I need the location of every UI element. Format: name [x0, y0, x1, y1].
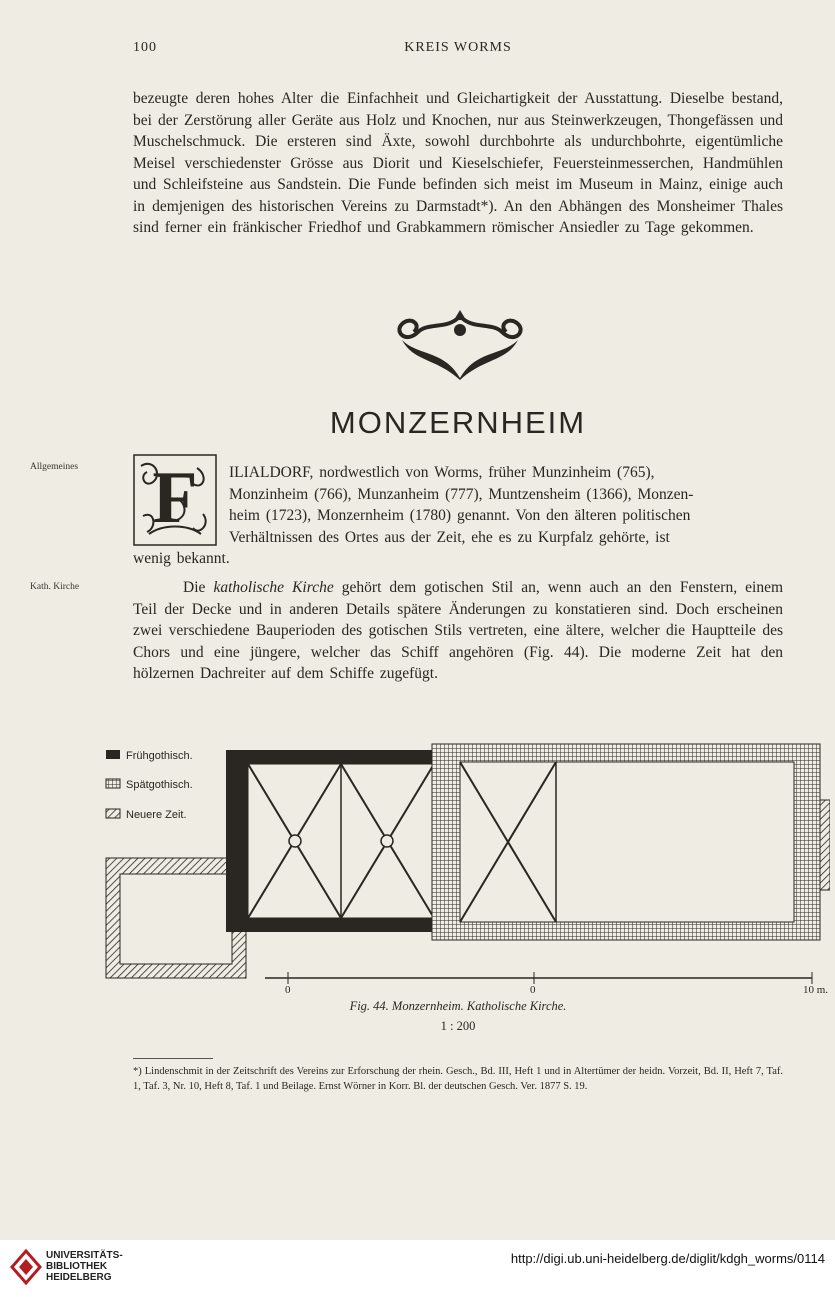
- paragraph-prehistory: bezeugte deren hohes Alter die Einfachheit und Gleichartigkeit der Ausstattung. Dieselbe bestand, bei der Zerstörung aller Geräte aus Holz und Knochen, nur aus Steinwerkzeugen, Thongefässen und Muschelschmuck. Die ersteren sind Äxte, sowohl durchbohrte als undurchbohrte, eigentümliche Meisel verschiedenster Grösse aus Diorit und Kieselschiefer, Feuersteinmesserchen, Handmühlen und Schleifsteine aus Sandstein. Die Funde befinden sich meist im Museum in Mainz, einige auch in demjenigen des historischen Vereins zu Darmstadt*). An den Abhängen des Monsheimer Thales sind ferner ein fränkischer Friedhof und Grabkammern römischer Ansiedler zu Tage gekommen.: [133, 90, 783, 236]
- margin-note-church: Kath. Kirche: [30, 582, 80, 592]
- legend-late-gothic: Spätgothisch.: [126, 779, 193, 791]
- plan-scale-bar: [265, 972, 828, 995]
- plan-nave: [226, 750, 434, 932]
- footnote-rule: [133, 1058, 213, 1059]
- library-logo-text[interactable]: [46, 1250, 123, 1283]
- village-line: ILIALDORF, nordwestlich von Worms, früher Munzinheim (765),: [229, 464, 655, 481]
- village-line: Monzinheim (766), Munzanheim (777), Muntzensheim (1366), Monzen-: [229, 485, 694, 503]
- logo-line: HEIDELBERG: [46, 1272, 112, 1283]
- viewer-footer: [0, 1240, 835, 1297]
- footnote: *) Lindenschmit in der Zeitschrift des Vereins zur Erforschung der rhein. Gesch., Bd. III, Heft 1 und in Altertümer der heidn. Vorzeit, Bd. II, Heft 7, Taf. 1, Taf. 3, Nr. 10, Heft 8, Taf. 1 und Beilage. Ernst Wörner in Korr. Bl. der deutschen Gesch. Ver. 1877 S. 19.: [133, 1066, 783, 1092]
- village-line: heim (1723), Monzernheim (1780) genannt. Von den älteren politischen: [229, 507, 691, 524]
- paragraph-church: [133, 577, 783, 685]
- village-line: wenig bekannt.: [133, 550, 230, 567]
- margin-note-general: Allgemeines: [30, 462, 79, 472]
- legend-swatch-late: [106, 779, 120, 788]
- paragraph-village: [133, 462, 783, 570]
- ornament-vignette: [388, 310, 532, 382]
- plan-choir: [432, 744, 830, 940]
- church-lead: Die: [183, 579, 206, 596]
- figure-scale: 1 : 200: [440, 1019, 476, 1033]
- document-url-link[interactable]: http://digi.ub.uni-heidelberg.de/diglit/kdgh_worms/0114: [510, 1251, 825, 1266]
- initial-letter: F: [152, 457, 198, 539]
- logo-line: UNIVERSITÄTS-: [46, 1250, 123, 1261]
- village-line: Verhältnissen des Ortes aus der Zeit, ehe es zu Kurpfalz gehörte, ist: [229, 528, 670, 546]
- legend-early-gothic: Frühgothisch.: [126, 750, 193, 762]
- scale-label-end: 10 m.: [803, 984, 829, 995]
- scale-label-start: 0: [285, 984, 291, 995]
- running-title: KREIS WORMS: [404, 40, 512, 55]
- figure-caption: [133, 999, 783, 1014]
- legend-swatch-modern: [106, 809, 120, 818]
- church-floor-plan: [100, 740, 830, 995]
- plan-legend: [106, 750, 193, 821]
- legend-modern: Neuere Zeit.: [126, 809, 187, 821]
- plan-tower: [106, 858, 246, 978]
- figure-caption-text: Fig. 44. Monzernheim. Katholische Kirche.: [349, 999, 567, 1013]
- page-number: 100: [133, 40, 157, 55]
- church-text: gehört dem gotischen Stil an, wenn auch an den Fenstern, einem Teil der Decke und in anderen Details spätere Änderungen zu konstatieren sind. Doch erscheinen zwei verschiedene Bauperioden des gotischen Stils vertreten, eine ältere, welcher die Hauptteile des Chors und eine jüngere, welcher das Schiff angehören (Fig. 44). Die moderne Zeit hat den hölzernen Dachreiter auf dem Schiffe zugefügt.: [133, 579, 784, 682]
- logo-line: BIBLIOTHEK: [46, 1261, 108, 1272]
- legend-swatch-early: [106, 750, 120, 759]
- section-title: MONZERNHEIM: [329, 405, 587, 440]
- scale-label-mid: 0: [530, 984, 536, 995]
- church-emphasis: katholische Kirche: [213, 579, 334, 596]
- library-logo-icon[interactable]: [10, 1247, 42, 1287]
